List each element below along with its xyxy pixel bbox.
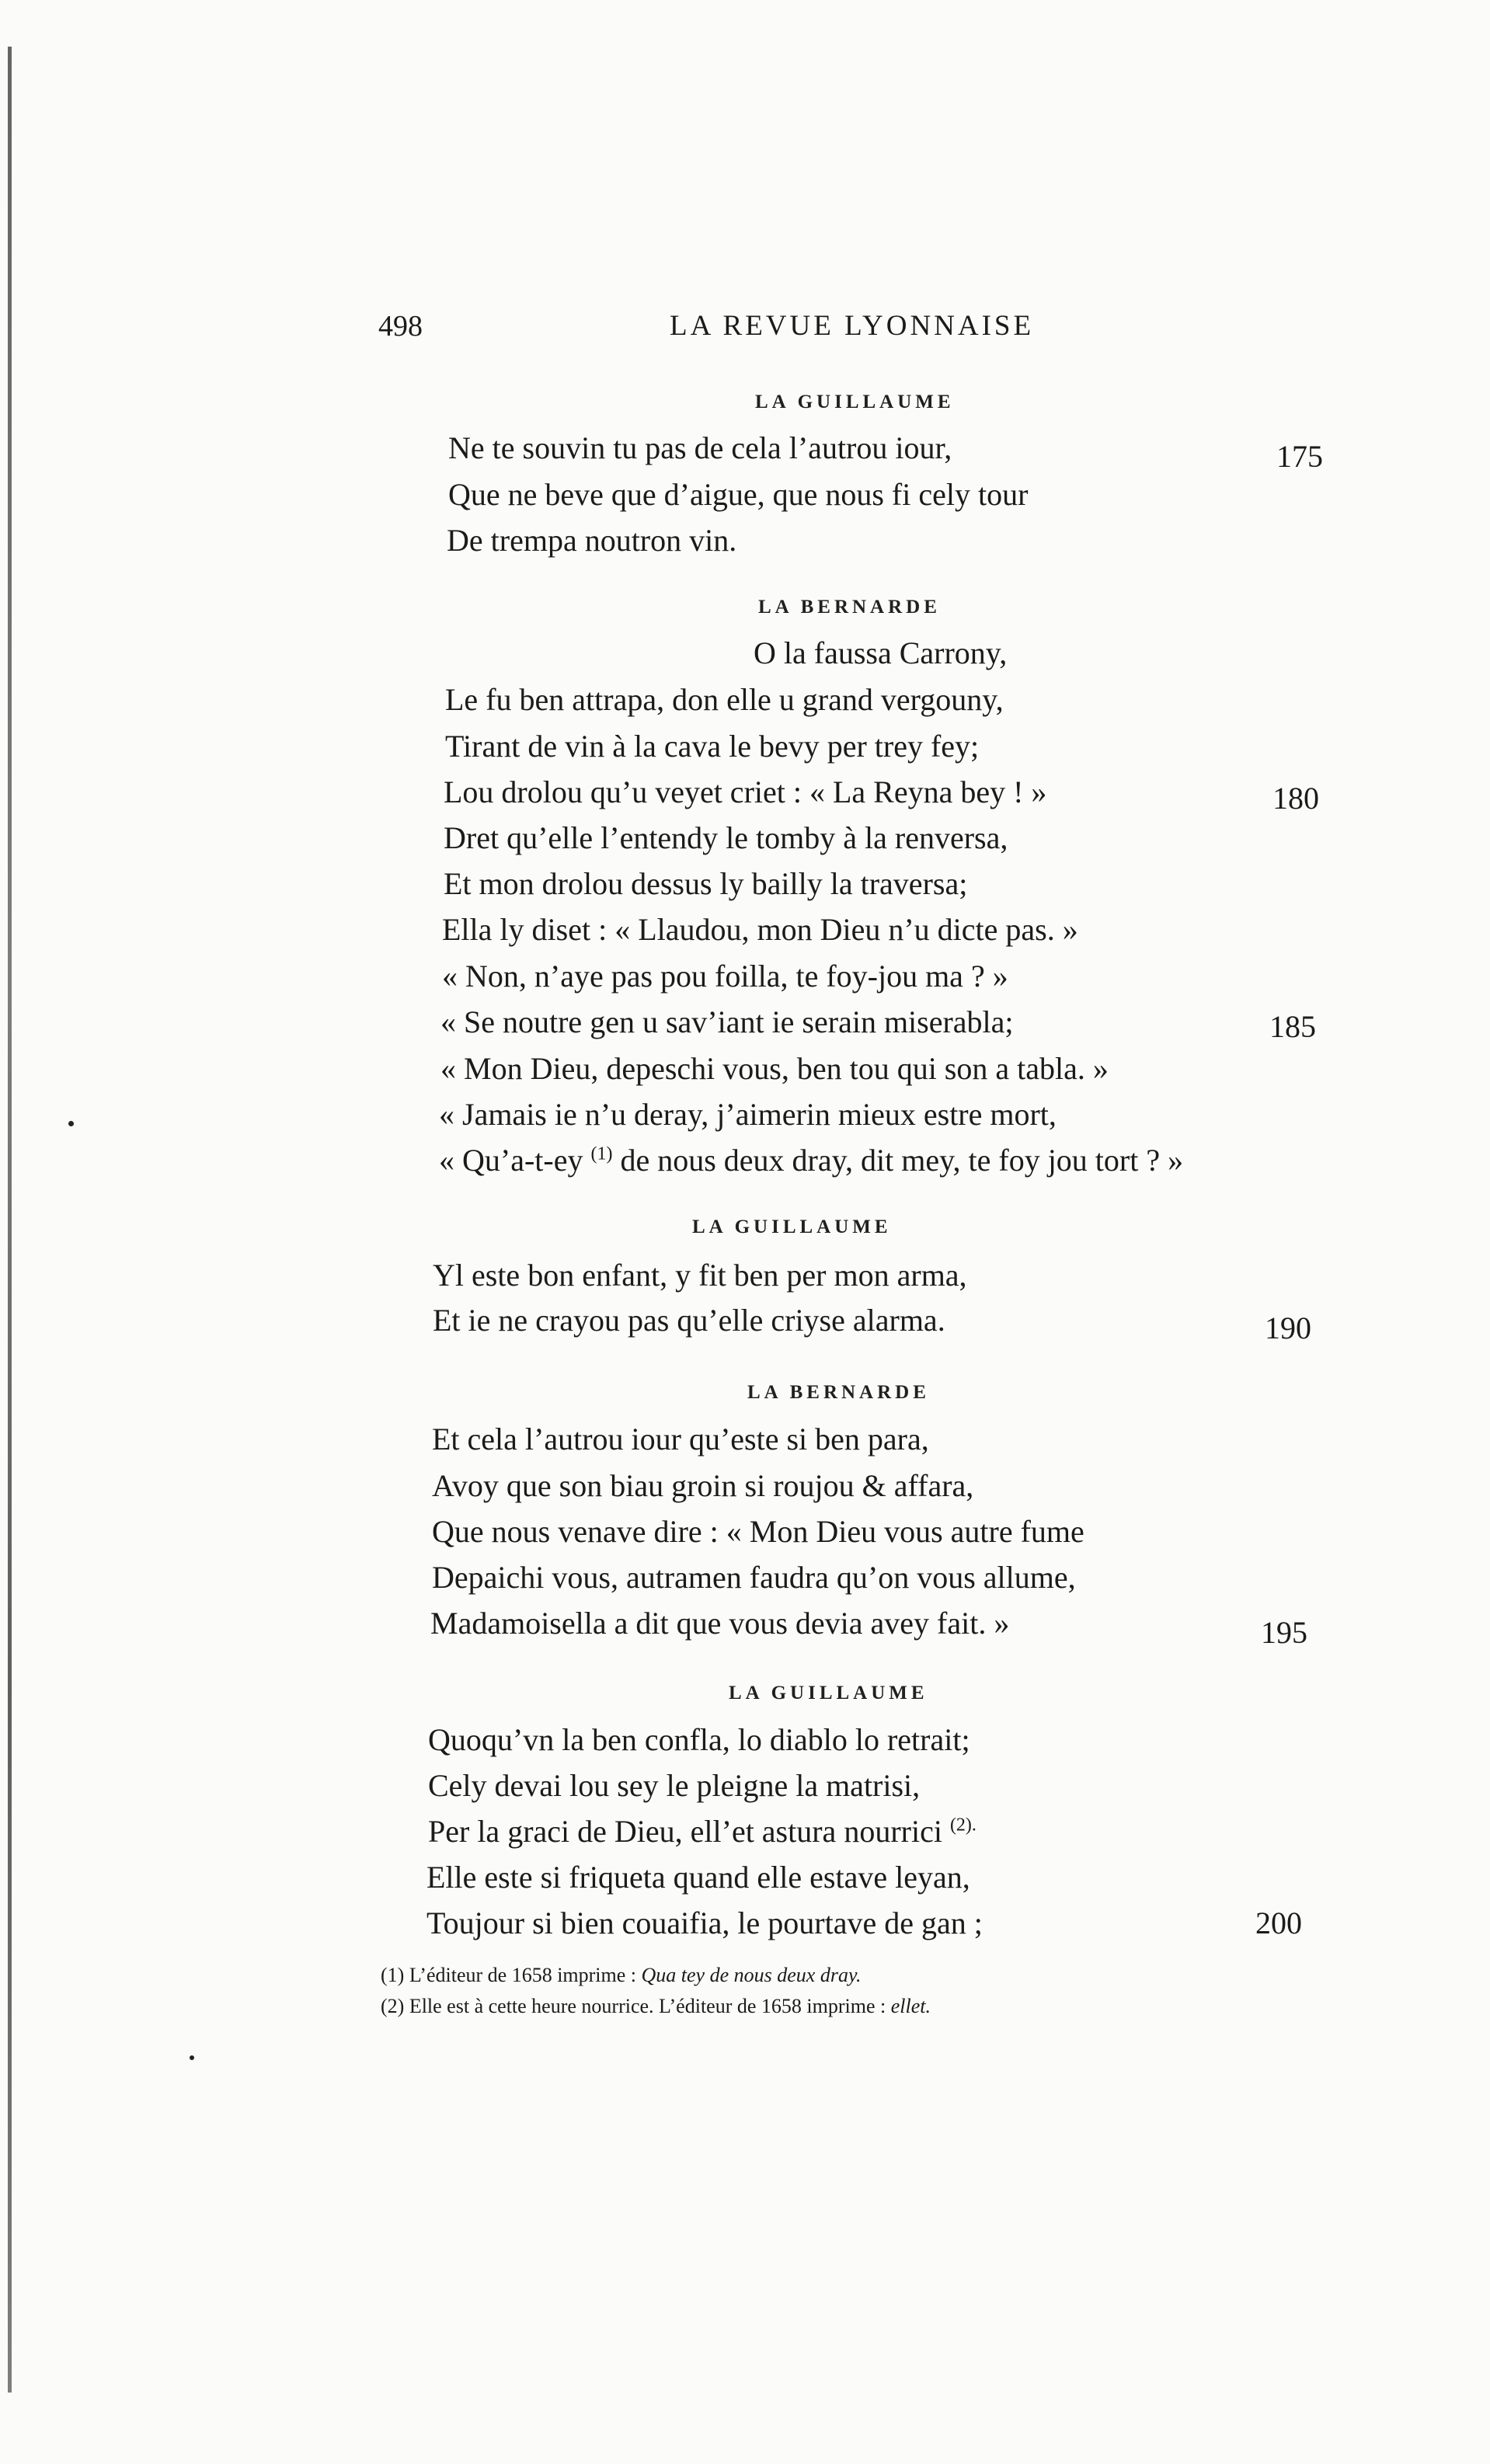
verse-line: Ne te souvin tu pas de cela l’autrou iour, xyxy=(448,430,952,465)
verse-line: « Mon Dieu, depeschi vous, ben tou qui son a tabla. » xyxy=(440,1051,1109,1086)
verse-line: Le fu ben attrapa, don elle u grand vergouny, xyxy=(445,682,1004,717)
speaker-label: LA GUILLAUME xyxy=(729,1683,928,1704)
verse-line: Madamoisella a dit que vous devia avey fait. » xyxy=(430,1606,1010,1641)
verse-line: De trempa noutron vin. xyxy=(447,523,737,558)
verse-line: Toujour si bien couaifia, le pourtave de gan ; xyxy=(426,1905,983,1940)
verse-line: Yl este bon enfant, y fit ben per mon arma, xyxy=(433,1258,967,1293)
line-number: 195 xyxy=(1261,1615,1307,1650)
speaker-label: LA GUILLAUME xyxy=(692,1216,892,1237)
verse-text: Per la graci de Dieu, ell’et astura nourrici xyxy=(428,1814,942,1849)
verse-line: Que ne beve que d’aigue, que nous fi cely tour xyxy=(448,477,1029,512)
verse-line: Ella ly diset : « Llaudou, mon Dieu n’u dicte pas. » xyxy=(442,912,1078,947)
running-title: LA REVUE LYONNAISE xyxy=(670,310,1035,342)
ink-speck xyxy=(68,1121,74,1126)
footnote-ref: (1) xyxy=(590,1143,613,1164)
line-number: 185 xyxy=(1269,1009,1316,1044)
line-number: 175 xyxy=(1276,439,1323,474)
verse-line: « Jamais ie n’u deray, j’aimerin mieux estre mort, xyxy=(439,1097,1057,1132)
verse-line: Que nous venave dire : « Mon Dieu vous autre fume xyxy=(432,1514,1084,1549)
verse-line: « Se noutre gen u sav’iant ie serain miserabla; xyxy=(440,1004,1014,1039)
verse-line: Lou drolou qu’u veyet criet : « La Reyna bey ! » xyxy=(444,774,1047,809)
footnote-1: (1) L’éditeur de 1658 imprime : Qua tey de nous deux dray. xyxy=(381,1964,862,1986)
verse-text: de nous deux dray, dit mey, te foy jou tort ? » xyxy=(620,1143,1184,1178)
verse-text: « Qu’a-t-ey xyxy=(439,1143,583,1178)
page-number: 498 xyxy=(378,310,423,343)
ink-speck xyxy=(190,2055,194,2060)
verse-line: Dret qu’elle l’entendy le tomby à la renversa, xyxy=(444,820,1008,855)
verse-line: Cely devai lou sey le pleigne la matrisi, xyxy=(428,1768,921,1803)
footnote-ref: (2). xyxy=(949,1815,977,1836)
line-number: 190 xyxy=(1265,1310,1311,1345)
verse-line: Tirant de vin à la cava le bevy per trey fey; xyxy=(445,729,980,764)
speaker-label: LA BERNARDE xyxy=(747,1382,930,1403)
line-number: 200 xyxy=(1255,1905,1302,1940)
verse-line: Avoy que son biau groin si roujou & affara, xyxy=(432,1468,974,1503)
speaker-label: LA BERNARDE xyxy=(758,597,941,618)
verse-line: Et ie ne crayou pas qu’elle criyse alarma. xyxy=(433,1303,945,1338)
footnote-2: (2) Elle est à cette heure nourrice. L’éditeur de 1658 imprime : ellet. xyxy=(381,1995,931,2017)
verse-line: Depaichi vous, autramen faudra qu’on vous allume, xyxy=(432,1560,1076,1595)
line-number: 180 xyxy=(1272,781,1319,816)
verse-line: Elle este si friqueta quand elle estave leyan, xyxy=(426,1860,970,1895)
speaker-label: LA GUILLAUME xyxy=(755,392,955,412)
page-edge-shadow xyxy=(8,47,12,2393)
verse-line: Quoqu’vn la ben confla, lo diablo lo retrait; xyxy=(428,1722,970,1757)
verse-line xyxy=(439,1142,1183,1178)
verse-line: Et mon drolou dessus ly bailly la traversa; xyxy=(444,866,968,901)
verse-line: « Non, n’aye pas pou foilla, te foy-jou ma ? » xyxy=(442,959,1008,994)
verse-line: O la faussa Carrony, xyxy=(754,635,1008,670)
verse-line xyxy=(428,1813,977,1850)
verse-line: Et cela l’autrou iour qu’este si ben para, xyxy=(432,1422,929,1456)
